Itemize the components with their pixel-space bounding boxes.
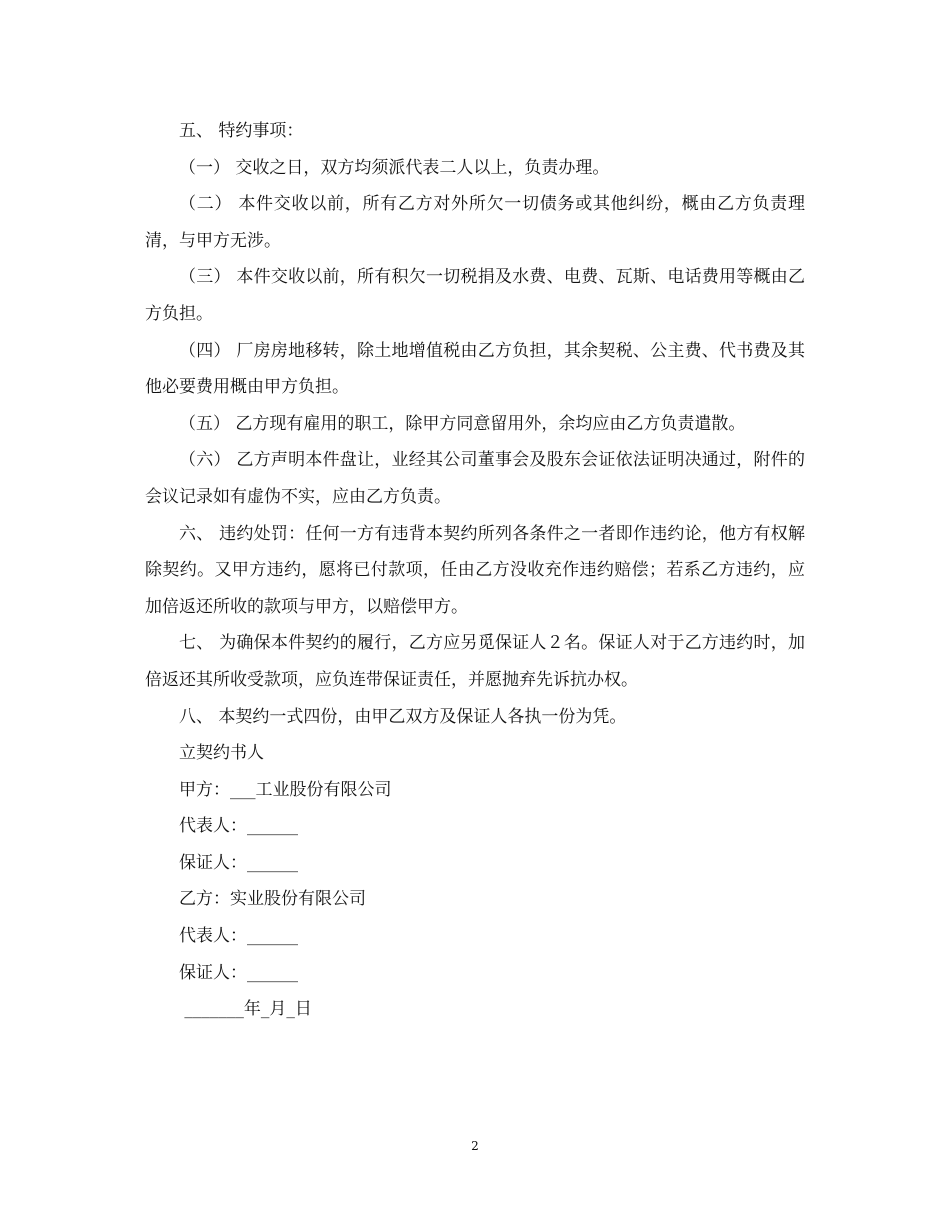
section-8-copies: 八、 本契约一式四份，由甲乙双方及保证人各执一份为凭。 (179, 706, 627, 727)
signing-date: _______年_月_日 (179, 999, 312, 1020)
section-6-penalty: 六、 违约处罚：任何一方有违背本契约所列各条件之一者即作违约论，他方有权解除契约。又甲方违约，愿将已付款项，任由乙方没收充作违约赔偿；若系乙方违约，应加倍返还所收的款项与甲方，以赔偿甲方。 (145, 523, 805, 617)
clause-5-4: （四） 厂房房地移转，除土地增值税由乙方负担，其余契税、公主费、代书费及其他必要费用概由甲方负担。 (145, 340, 805, 398)
section-5-heading: 五、 特约事项： (179, 121, 304, 141)
party-a-representative: 代表人：______ (179, 816, 298, 837)
page-number: 2 (471, 1139, 479, 1153)
section-7-guarantor: 七、 为确保本件契约的履行，乙方应另觅保证人２名。保证人对于乙方违约时，加倍返还其所收受款项，应负连带保证责任，并愿抛弃先诉抗办权。 (145, 633, 805, 690)
party-b-guarantor: 保证人：______ (179, 962, 298, 983)
document-body (145, 113, 805, 1028)
party-a-name: 甲方：___工业股份有限公司 (179, 779, 392, 800)
signatories-heading: 立契约书人 (179, 743, 264, 764)
clause-5-6: （六） 乙方声明本件盘让，业经其公司董事会及股东会证依法证明决通过，附件的会议记录如有虚伪不实，应由乙方负责。 (145, 450, 805, 507)
clause-5-3: （三） 本件交收以前，所有积欠一切税捐及水费、电费、瓦斯、电话费用等概由乙方负担。 (145, 267, 805, 324)
clause-5-1: （一） 交收之日，双方均须派代表二人以上，负责办理。 (179, 157, 610, 178)
party-b-representative: 代表人：______ (179, 926, 298, 947)
clause-5-2: （二） 本件交收以前，所有乙方对外所欠一切债务或其他纠纷，概由乙方负责理清，与甲方无涉。 (145, 194, 805, 251)
party-a-guarantor: 保证人：______ (179, 852, 298, 873)
clause-5-5: （五） 乙方现有雇用的职工，除甲方同意留用外，余均应由乙方负责遣散。 (179, 413, 746, 434)
party-b-name: 乙方：实业股份有限公司 (179, 889, 366, 910)
